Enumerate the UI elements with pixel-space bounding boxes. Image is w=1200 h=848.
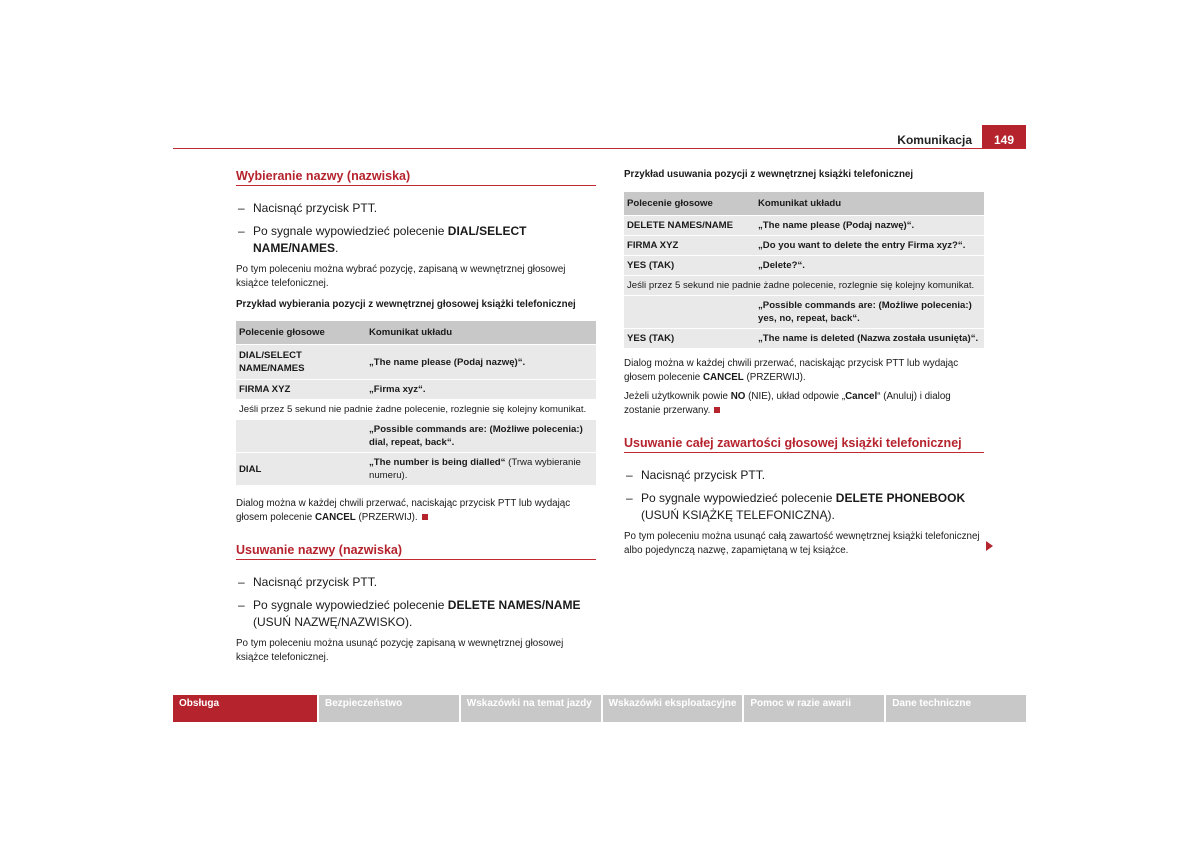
continue-arrow-icon [986, 541, 993, 551]
column-header: Polecenie głosowe [236, 321, 366, 345]
nav-tab-wskazowki-eksploatacyjne[interactable]: Wskazówki eksploatacyjne [603, 695, 743, 722]
nav-tab-obsluga[interactable]: Obsługa [173, 695, 317, 722]
paragraph: Po tym poleceniu można usunąć pozycję zapisaną w wewnętrznej głosowej książce telefonicznej. [236, 638, 564, 663]
table-cell: „Possible commands are: (Możliwe polecenia:) dial, repeat, back“. [366, 420, 596, 453]
table-row [236, 400, 596, 420]
table-cell: DELETE NAMES/NAME [624, 216, 755, 236]
paragraph: Dialog można w każdej chwili przerwać, naciskając przycisk PTT lub wydając głosem polecenie CANCEL (PRZERWIJ). [624, 358, 959, 383]
table-cell: YES (TAK) [624, 256, 755, 276]
table-row [624, 216, 984, 236]
nav-tab-dane-techniczne[interactable]: Dane techniczne [886, 695, 1026, 722]
section-end-icon [422, 514, 428, 520]
table-row [624, 296, 984, 329]
table-cell: „The name please (Podaj nazwę)“. [366, 345, 596, 380]
table-row [236, 380, 596, 400]
header-rule [173, 148, 1026, 149]
table-row [624, 236, 984, 256]
column-header: Komunikat układu [366, 321, 596, 345]
voice-command: DELETE NAMES/NAME [447, 598, 581, 612]
nav-tab-pomoc[interactable]: Pomoc w razie awarii [744, 695, 884, 722]
table-cell: „Firma xyz“. [366, 380, 596, 400]
section-end-icon [714, 407, 720, 413]
table-header-row [624, 192, 984, 216]
section-title-delete-name: Usuwanie nazwy (nazwiska) [236, 543, 596, 560]
step-item: – Nacisnąć przycisk PTT. [236, 574, 596, 591]
running-header-title: Komunikacja [897, 133, 972, 147]
table-cell: FIRMA XYZ [624, 236, 755, 256]
table-row [624, 256, 984, 276]
table-cell: Jeśli przez 5 sekund nie padnie żadne polecenie, rozlegnie się kolejny komunikat. [236, 400, 596, 420]
table-cell: „Possible commands are: (Możliwe polecenia:) yes, no, repeat, back“. [755, 296, 984, 329]
table-row [624, 329, 984, 349]
table-cell [236, 420, 366, 453]
table-header-row [236, 321, 596, 345]
step-item: – Nacisnąć przycisk PTT. [624, 467, 984, 484]
steps-delete-phonebook [624, 467, 984, 524]
right-column [624, 169, 984, 557]
table-row [236, 453, 596, 486]
paragraph: Po tym poleceniu można wybrać pozycję, zapisaną w wewnętrznej głosowej książce telefonicznej. [236, 264, 566, 289]
page-number: 149 [982, 125, 1026, 149]
table-cell: „Delete?“. [755, 256, 984, 276]
table-cell: „The name please (Podaj nazwę)“. [755, 216, 984, 236]
step-item: – Po sygnale wypowiedzieć polecenie DELETE PHONEBOOK (USUŃ KSIĄŻKĘ TELEFONICZNĄ). [624, 490, 984, 524]
steps-delete-name [236, 574, 596, 631]
table-cell: „The name is deleted (Nazwa została usunięta)“. [755, 329, 984, 349]
example-title: Przykład usuwania pozycji z wewnętrznej książki telefonicznej [624, 169, 914, 180]
section-title-delete-phonebook: Usuwanie całej zawartości głosowej książki telefonicznej [624, 436, 984, 453]
section-title-dial-name: Wybieranie nazwy (nazwiska) [236, 169, 596, 186]
voice-command: DIAL/SELECT NAME/NAMES [253, 224, 527, 255]
steps-dial-name [236, 200, 596, 257]
table-row [236, 345, 596, 380]
voice-command: DELETE PHONEBOOK [835, 491, 966, 505]
step-item: – Nacisnąć przycisk PTT. [236, 200, 596, 217]
nav-tab-bezpieczenstwo[interactable]: Bezpieczeństwo [319, 695, 459, 722]
step-item: – Po sygnale wypowiedzieć polecenie DELETE NAMES/NAME (USUŃ NAZWĘ/NAZWISKO). [236, 597, 596, 631]
dial-example-table [236, 321, 596, 486]
delete-example-table [624, 192, 984, 349]
paragraph: Po tym poleceniu można usunąć całą zawartość wewnętrznej książki telefonicznej albo pojedynczą nazwę, zapamiętaną w tej książce. [624, 531, 980, 556]
table-cell [624, 296, 755, 329]
table-row [624, 276, 984, 296]
column-header: Komunikat układu [755, 192, 984, 216]
table-cell: Jeśli przez 5 sekund nie padnie żadne polecenie, rozlegnie się kolejny komunikat. [624, 276, 984, 296]
table-cell: „Do you want to delete the entry Firma xyz?“. [755, 236, 984, 256]
paragraph: Dialog można w każdej chwili przerwać, naciskając przycisk PTT lub wydając głosem polecenie CANCEL (PRZERWIJ). [236, 498, 571, 523]
chapter-navigation [173, 695, 1026, 722]
example-title: Przykład wybierania pozycji z wewnętrznej głosowej książki telefonicznej [236, 299, 576, 310]
table-cell: FIRMA XYZ [236, 380, 366, 400]
step-item: – Po sygnale wypowiedzieć polecenie DIAL/SELECT NAME/NAMES. [236, 223, 596, 257]
table-cell: DIAL/SELECT NAME/NAMES [236, 345, 366, 380]
column-header: Polecenie głosowe [624, 192, 755, 216]
table-cell: „The number is being dialled“ (Trwa wybieranie numeru). [366, 453, 596, 486]
table-cell: DIAL [236, 453, 366, 486]
nav-tab-wskazowki-jazdy[interactable]: Wskazówki na temat jazdy [461, 695, 601, 722]
left-column [236, 169, 596, 664]
paragraph: Jeżeli użytkownik powie NO (NIE), układ odpowie „Cancel“ (Anuluj) i dialog zostanie przerwany. [624, 391, 951, 416]
table-cell: YES (TAK) [624, 329, 755, 349]
table-row [236, 420, 596, 453]
